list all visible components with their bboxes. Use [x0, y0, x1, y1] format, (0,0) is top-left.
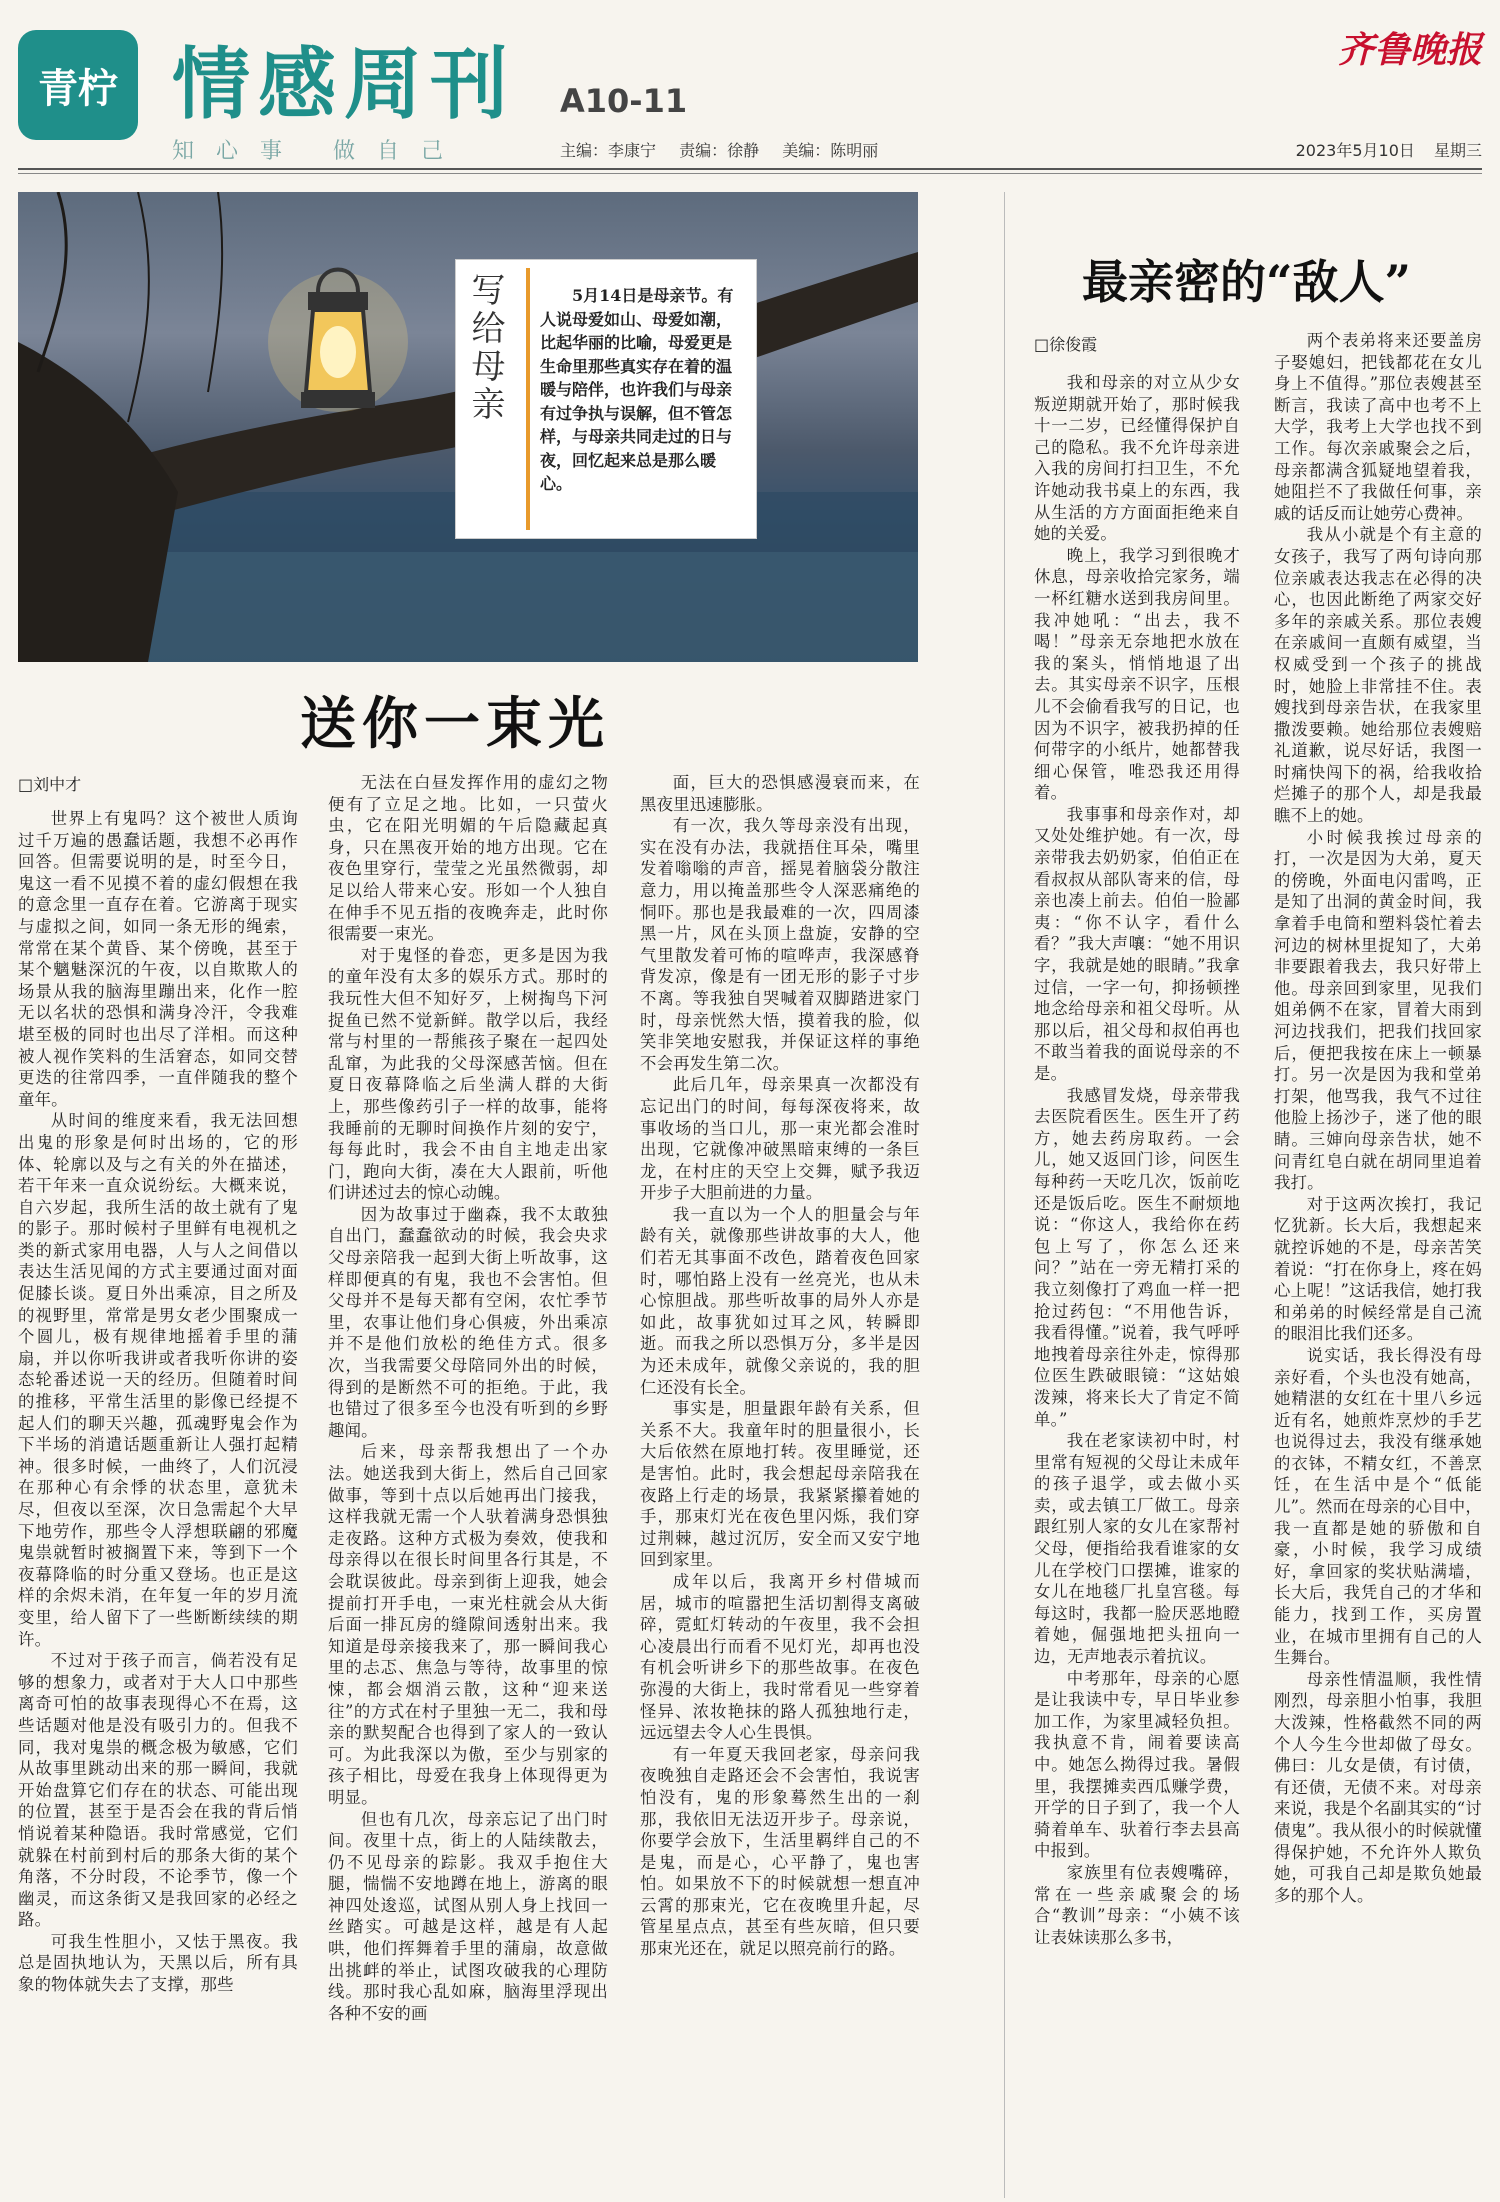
paragraph: 成年以后，我离开乡村借城而居，城市的喧嚣把生活切割得支离破碎，霓虹灯转动的午夜里，我不会担心凌晨出行而看不见灯光，却再也没有机会听讲乡下的那些故事。在夜色弥漫的大街上，我时常看见一些穿着怪异、浓妆艳抹的路人孤独地行走，远远望去令人心生畏惧。 — [640, 1571, 920, 1743]
article-left-byline: □刘中才 — [18, 775, 82, 794]
paragraph: 面，巨大的恐惧感漫衰而来，在黑夜里迅速膨胀。 — [640, 773, 920, 814]
column-divider — [1004, 192, 1005, 2198]
article-right-col2 — [1274, 330, 1482, 2198]
weekday: 星期三 — [1433, 141, 1482, 160]
paragraph: 因为故事过于幽森，我不太敢独自出门，蠢蠢欲动的时候，我会央求父母亲陪我一起到大街上听故事，这样即便真的有鬼，我也不会害怕。但父母并不是每天都有空闲，农忙季节里，农事让他们身心俱疲，外出乘凉并不是他们放松的绝佳方式。很多次，当我需要父母陪同外出的时候，得到的是断然不可的拒绝。于此，我也错过了很多至今也没有听到的乡野趣闻。 — [328, 1204, 608, 1440]
section-slogan: 知心事 做自己 — [172, 139, 465, 164]
paragraph: 不过对于孩子而言，倘若没有足够的想象力，或者对于大人口中那些离奇可怕的故事表现得心不在焉，这些话题对他是没有吸引力的。但我不同，我对鬼祟的概念极为敏感，它们从故事里跳动出来的那一瞬间，我就开始盘算它们存在的状态、可能出现的位置，甚至于是否会在我的背后悄悄说着某种隐语。我时常感觉，它们就躲在村前到村后的那条大街的某个角落，不分时段，不论季节，像一个幽灵，而这条街又是我回家的必经之路。 — [18, 1651, 298, 1930]
paragraph: 小时候我挨过母亲的打，一次是因为大弟，夏天的傍晚，外面电闪雷鸣，正是知了出洞的黄金时间，我拿着手电筒和塑料袋忙着去河边的树林里捉知了，大弟非要跟着我去，我只好带上他。母亲回到家里，见我们姐弟俩不在家，冒着大雨到河边找我们，把我们找回家后，便把我按在床上一顿暴打。另一次是因为我和堂弟打架，他骂我，我气不过往他脸上扬沙子，迷了他的眼睛。三婶向母亲告状，她不问青红皂白就在胡同里追着我打。 — [1274, 827, 1482, 1193]
paragraph: 对于鬼怪的眷恋，更多是因为我的童年没有太多的娱乐方式。那时的我玩性大但不知好歹，上树掏鸟下河捉鱼已然不觉新鲜。散学以后，我经常与村里的一帮熊孩子聚在一起四处乱窜，为此我的父母深感苦恼。但在夏日夜幕降临之后坐满人群的大街上，那些像药引子一样的故事，能将我睡前的无聊时间换作片刻的安宁，每每此时，我会不由自主地走出家门，跑向大街，凑在大人跟前，听他们讲述过去的惊心动魄。 — [328, 945, 608, 1203]
paragraph: 我和母亲的对立从少女叛逆期就开始了，那时候我十一二岁，已经懂得保护自己的隐私。我不允许母亲进入我的房间打扫卫生，不允许她动我书桌上的东西，我从生活的方方面面拒绝来自她的关爱。 — [1034, 373, 1240, 544]
paragraph: 此后几年，母亲果真一次都没有忘记出门的时间，每每深夜将来，故事收场的当口儿，那一束光都会准时出现，它就像冲破黑暗束缚的一条巨龙，在村庄的天空上交舞，赋予我迈开步子大胆前进的力量。 — [640, 1075, 920, 1203]
article-right-byline: □徐俊霞 — [1034, 335, 1098, 354]
article-left-col1 — [18, 808, 298, 2198]
article-right-title: 最亲密的“敌人” — [1082, 255, 1411, 309]
editor-credits — [560, 138, 896, 161]
masthead-rule-thin — [18, 173, 1482, 174]
paragraph: 世界上有鬼吗？这个被世人质询过千万遍的愚蠢话题，我想不必再作回答。但需要说明的是，时至今日，鬼这一看不见摸不着的虚幻假想在我的意念里一直存在着。它游离于现实与虚拟之间，如同一条无形的绳索，常常在某个黄昏、某个傍晚，甚至于某个魑魅深沉的午夜，以自欺欺人的场景从我的脑海里蹦出来，化作一腔无以名状的恐惧和满身冷汗，令我难堪至极的同时也出尽了洋相。而这种被人视作笑料的生活窘态，如同交替更迭的往常四季，一直伴随我的整个童年。 — [18, 809, 298, 1109]
article-left-col3 — [640, 772, 920, 2198]
paragraph: 后来，母亲帮我想出了一个办法。她送我到大街上，然后自己回家做事，等到十点以后她再出门接我，这样我就无需一个人驮着满身恐惧独走夜路。这种方式极为奏效，使我和母亲得以在很长时间里各行其是，不会耽误彼此。母亲到街上迎我，她会提前打开手电，一束光柱就会从大街后面一排瓦房的缝隙间透射出来。我知道是母亲接我来了，那一瞬间我心里的忐忑、焦急与等待，故事里的惊悚，都会烟消云散，这种“迎来送往”的方式在村子里独一无二，我和母亲的默契配合也得到了家人的一致认可。为此我深以为傲，至少与别家的孩子相比，母爱在我身上体现得更为明显。 — [328, 1442, 608, 1807]
brand-logo: 青柠 — [18, 30, 138, 140]
art-editor: 美编：陈明丽 — [782, 141, 879, 160]
paragraph: 我从小就是个有主意的女孩子，我写了两句诗向那位亲戚表达我志在必得的决心，也因此断绝了两家交好多年的亲戚关系。那位表嫂在亲戚间一直颇有威望，当权威受到一个孩子的挑战时，她脸上非常挂不住。表嫂找到母亲告状，在我家里撒泼要赖。她给那位表嫂赔礼道歉，说尽好话，我图一时痛快闯下的祸，给我收拾烂摊子的那个人，却是我最瞧不上的她。 — [1274, 525, 1482, 826]
duty-editor: 责编：徐静 — [679, 141, 760, 160]
paragraph: 母亲性情温顺，我性情刚烈，母亲胆小怕事，我胆大泼辣，性格截然不同的两个人今生今世却做了母女。佛曰：儿女是债，有讨债，有还债，无债不来。对母亲来说，我是个名副其实的“讨债鬼”。我从很小的时候就懂得保护她，不允许外人欺负她，可我自己却是欺负她最多的那个人。 — [1274, 1669, 1482, 1905]
newspaper-name: 齐鲁晚报 — [1337, 29, 1482, 71]
intro-vertical-title: 写给母亲 — [465, 272, 505, 424]
paragraph: 从时间的维度来看，我无法回想出鬼的形象是何时出场的，它的形体、轮廓以及与之有关的外在描述，若干年来一直众说纷纭。大概来说，自六岁起，我所生活的故土就有了鬼的影子。那时候村子里鲜有电视机之类的新式家用电器，人与人之间借以表达生活见闻的方式主要通过面对面促膝长谈。夏日外出乘凉，目之所及的视野里，常常是男女老少围聚成一个圆儿，极有规律地摇着手里的蒲扇，并以你听我讲或者我听你讲的姿态轮番述说一天的经历。但随着时间的推移，平常生活里的影像已经提不起人们的聊天兴趣，孤魂野鬼会作为下半场的消遣话题重新让人强打起精神。很多时候，一曲终了，人们沉浸在那种心有余悸的状态里，意犹未尽，但夜以至深，次日急需起个大早下地劳作，那些令人浮想联翩的邪魔鬼祟就暂时被搁置下来，等到下一个夜幕降临的时分重又登场。也正是这样的余烬未消，在年复一年的岁月流变里，给人留下了一些断断续续的期许。 — [18, 1111, 298, 1649]
article-left-col2 — [328, 772, 608, 2198]
paragraph: 我一直以为一个人的胆量会与年龄有关，就像那些讲故事的大人，他们若无其事面不改色，踏着夜色回家时，哪怕路上没有一丝亮光，也从未心惊胆战。那些听故事的局外人亦是如此，故事犹如过耳之风，转瞬即逝。而我之所以恐惧万分，多半是因为还未成年，就像父亲说的，我的胆仁还没有长全。 — [640, 1204, 920, 1397]
paragraph: 事实是，胆量跟年龄有关系，但关系不大。我童年时的胆量很小，长大后依然在原地打转。夜里睡觉，还是害怕。此时，我会想起母亲陪我在夜路上行走的场景，我紧紧攥着她的手，那束灯光在夜色里闪烁，我们穿过荆棘，越过沉厉，安全而又安宁地回到家里。 — [640, 1399, 920, 1570]
page-number: A10-11 — [560, 82, 688, 120]
paragraph: 说实话，我长得没有母亲好看，个头也没有她高，她精湛的女红在十里八乡远近有名，她煎炸烹炒的手艺也说得过去，我没有继承她的衣钵，不精女红，不善烹饪，在生活中是个“低能儿”。然而在母亲的心目中，我一直都是她的骄傲和自豪，小时候，我学习成绩好，拿回家的奖状贴满墙，长大后，我凭自己的才华和能力，找到工作，买房置业，在城市里拥有自己的人生舞台。 — [1274, 1345, 1482, 1668]
paragraph: 两个表弟将来还要盖房子娶媳妇，把钱都花在女儿身上不值得。”那位表嫂甚至断言，我读了高中也考不上大学，我考上大学也找不到工作。每次亲戚聚会之后，母亲都满含狐疑地望着我，她阻拦不了我做任何事，亲戚的话反而让她劳心费神。 — [1274, 331, 1482, 523]
paragraph: 我在老家读初中时，村里常有短视的父母让未成年的孩子退学，或去做小买卖，或去镇工厂做工。母亲跟红别人家的女儿在家帮衬父母，便指给我看谁家的女儿在学校门口摆摊，谁家的女儿在地毯厂扎皇宫毯。每每这时，我都一脸厌恶地瞪着她，倔强地把头扭向一边，无声地表示着抗议。 — [1034, 1431, 1240, 1667]
paragraph: 我事事和母亲作对，却又处处维护她。有一次，母亲带我去奶奶家，伯伯正在看叔叔从部队寄来的信，母亲也凑上前去。伯伯一脸鄙夷：“你不认字，看什么看？”我大声嚷：“她不用识字，我就是她的眼睛。”我拿过信，一字一句，抑扬顿挫地念给母亲和祖父母听。从那以后，祖父母和叔伯再也不敢当着我的面说母亲的不是。 — [1034, 804, 1240, 1083]
paragraph: 我感冒发烧，母亲带我去医院看医生。医生开了药方，她去药房取药。一会儿，她又返回门诊，问医生每种药一天吃几次，饭前吃还是饭后吃。医生不耐烦地说：“你这人，我给你在药包上写了，你怎么还来问？”站在一旁无精打采的我立刻像打了鸡血一样一把抢过药包：“不用他告诉，我看得懂。”说着，我气呼呼地拽着母亲往外走，惊得那位医生跌破眼镜：“这姑娘泼辣，将来长大了肯定不简单。” — [1034, 1085, 1240, 1429]
intro-accent-bar — [526, 268, 530, 530]
paragraph: 有一次，我久等母亲没有出现，实在没有办法，我就捂住耳朵，嘴里发着嗡嗡的声音，摇晃着脑袋分散注意力，用以掩盖那些令人深恶痛绝的恫吓。那也是我最难的一次，四周漆黑一片，风在头顶上盘旋，安静的空气里散发着可怖的喧哗声，我深感脊背发凉，像是有一团无形的影子寸步不离。等我独自哭喊着双脚踏进家门时，母亲恍然大悟，摸着我的脸，似笑非笑地安慰我，并保证这样的事绝不会再发生第二次。 — [640, 816, 920, 1073]
paragraph: 对于这两次挨打，我记忆犹新。长大后，我想起来就控诉她的不是，母亲苦笑着说：“打在你身上，疼在妈心上呢！”这话我信，她打我和弟弟的时候经常是自己流的眼泪比我们还多。 — [1274, 1194, 1482, 1344]
chief-editor: 主编：李康宁 — [560, 141, 657, 160]
paragraph: 可我生性胆小，又怯于黑夜。我总是固执地认为，天黑以后，所有具象的物体就失去了支撑，那些 — [18, 1931, 298, 1995]
article-left-title: 送你一束光 — [300, 691, 610, 757]
paragraph: 但也有几次，母亲忘记了出门时间。夜里十点，街上的人陆续散去，仍不见母亲的踪影。我双手抱住大腿，惴惴不安地蹲在地上，游离的眼神四处逡巡，试图从别人身上找回一丝踏实。可越是这样，越是有人起哄，他们挥舞着手里的蒲扇，故意做出挑衅的举止，试图攻破我的心理防线。那时我心乱如麻，脑海里浮现出各种不安的画 — [328, 1809, 608, 2023]
date: 2023年5月10日 — [1295, 141, 1415, 160]
paragraph: 中考那年，母亲的心愿是让我读中专，早日毕业参加工作，为家里减轻负担。我执意不肯，闹着要读高中。她怎么拗得过我。暑假里，我摆摊卖西瓜赚学费，开学的日子到了，我一个人骑着单车、驮着行李去县高中报到。 — [1034, 1668, 1240, 1861]
paragraph: 晚上，我学习到很晚才休息，母亲收拾完家务，端一杯红糖水送到我房间里。我冲她吼：“出去，我不喝！”母亲无奈地把水放在我的案头，悄悄地退了出去。其实母亲不识字，压根儿不会偷看我写的日记，也因为不识字，被我扔掉的任何带字的小纸片，她都替我细心保管，唯恐我还用得着。 — [1034, 545, 1240, 803]
intro-text: 5月14日是母亲节。有人说母爱如山、母爱如潮，比起华丽的比喻，母爱更是生命里那些真实存在着的温暖与陪伴，也许我们与母亲有过争执与误解，但不管怎样，与母亲共同走过的日与夜，回忆起来总是那么暖心。 — [540, 286, 734, 493]
paragraph: 家族里有位表嫂嘴碎，常在一些亲戚聚会的场合“教训”母亲：“小姨不该让表妹读那么多书， — [1034, 1862, 1240, 1947]
paragraph: 无法在白昼发挥作用的虚幻之物便有了立足之地。比如，一只萤火虫，它在阳光明媚的午后隐藏起真身，只在黑夜开始的地方出现。它在夜色里穿行，莹莹之光虽然微弱，却足以给人带来心安。形如一个人独自在伸手不见五指的夜晚奔走，此时你很需要一束光。 — [328, 773, 608, 944]
masthead-rule — [18, 168, 1482, 170]
paragraph: 有一年夏天我回老家，母亲问我夜晚独自走路还会不会害怕，我说害怕没有，鬼的形象蓦然生出的一刹那，我依旧无法迈开步子。母亲说，你要学会放下，生活里羁绊自己的不是鬼，而是心，心平静了，鬼也害怕。如果放不下的时候就想一想直冲云霄的那束光，它在夜晚里升起，尽管星星点点，甚至有些灰暗，但只要那束光还在，就足以照亮前行的路。 — [640, 1744, 920, 1959]
article-right-col1 — [1034, 372, 1240, 2198]
section-title: 情感周刊 — [172, 40, 517, 130]
issue-date — [1282, 138, 1482, 161]
